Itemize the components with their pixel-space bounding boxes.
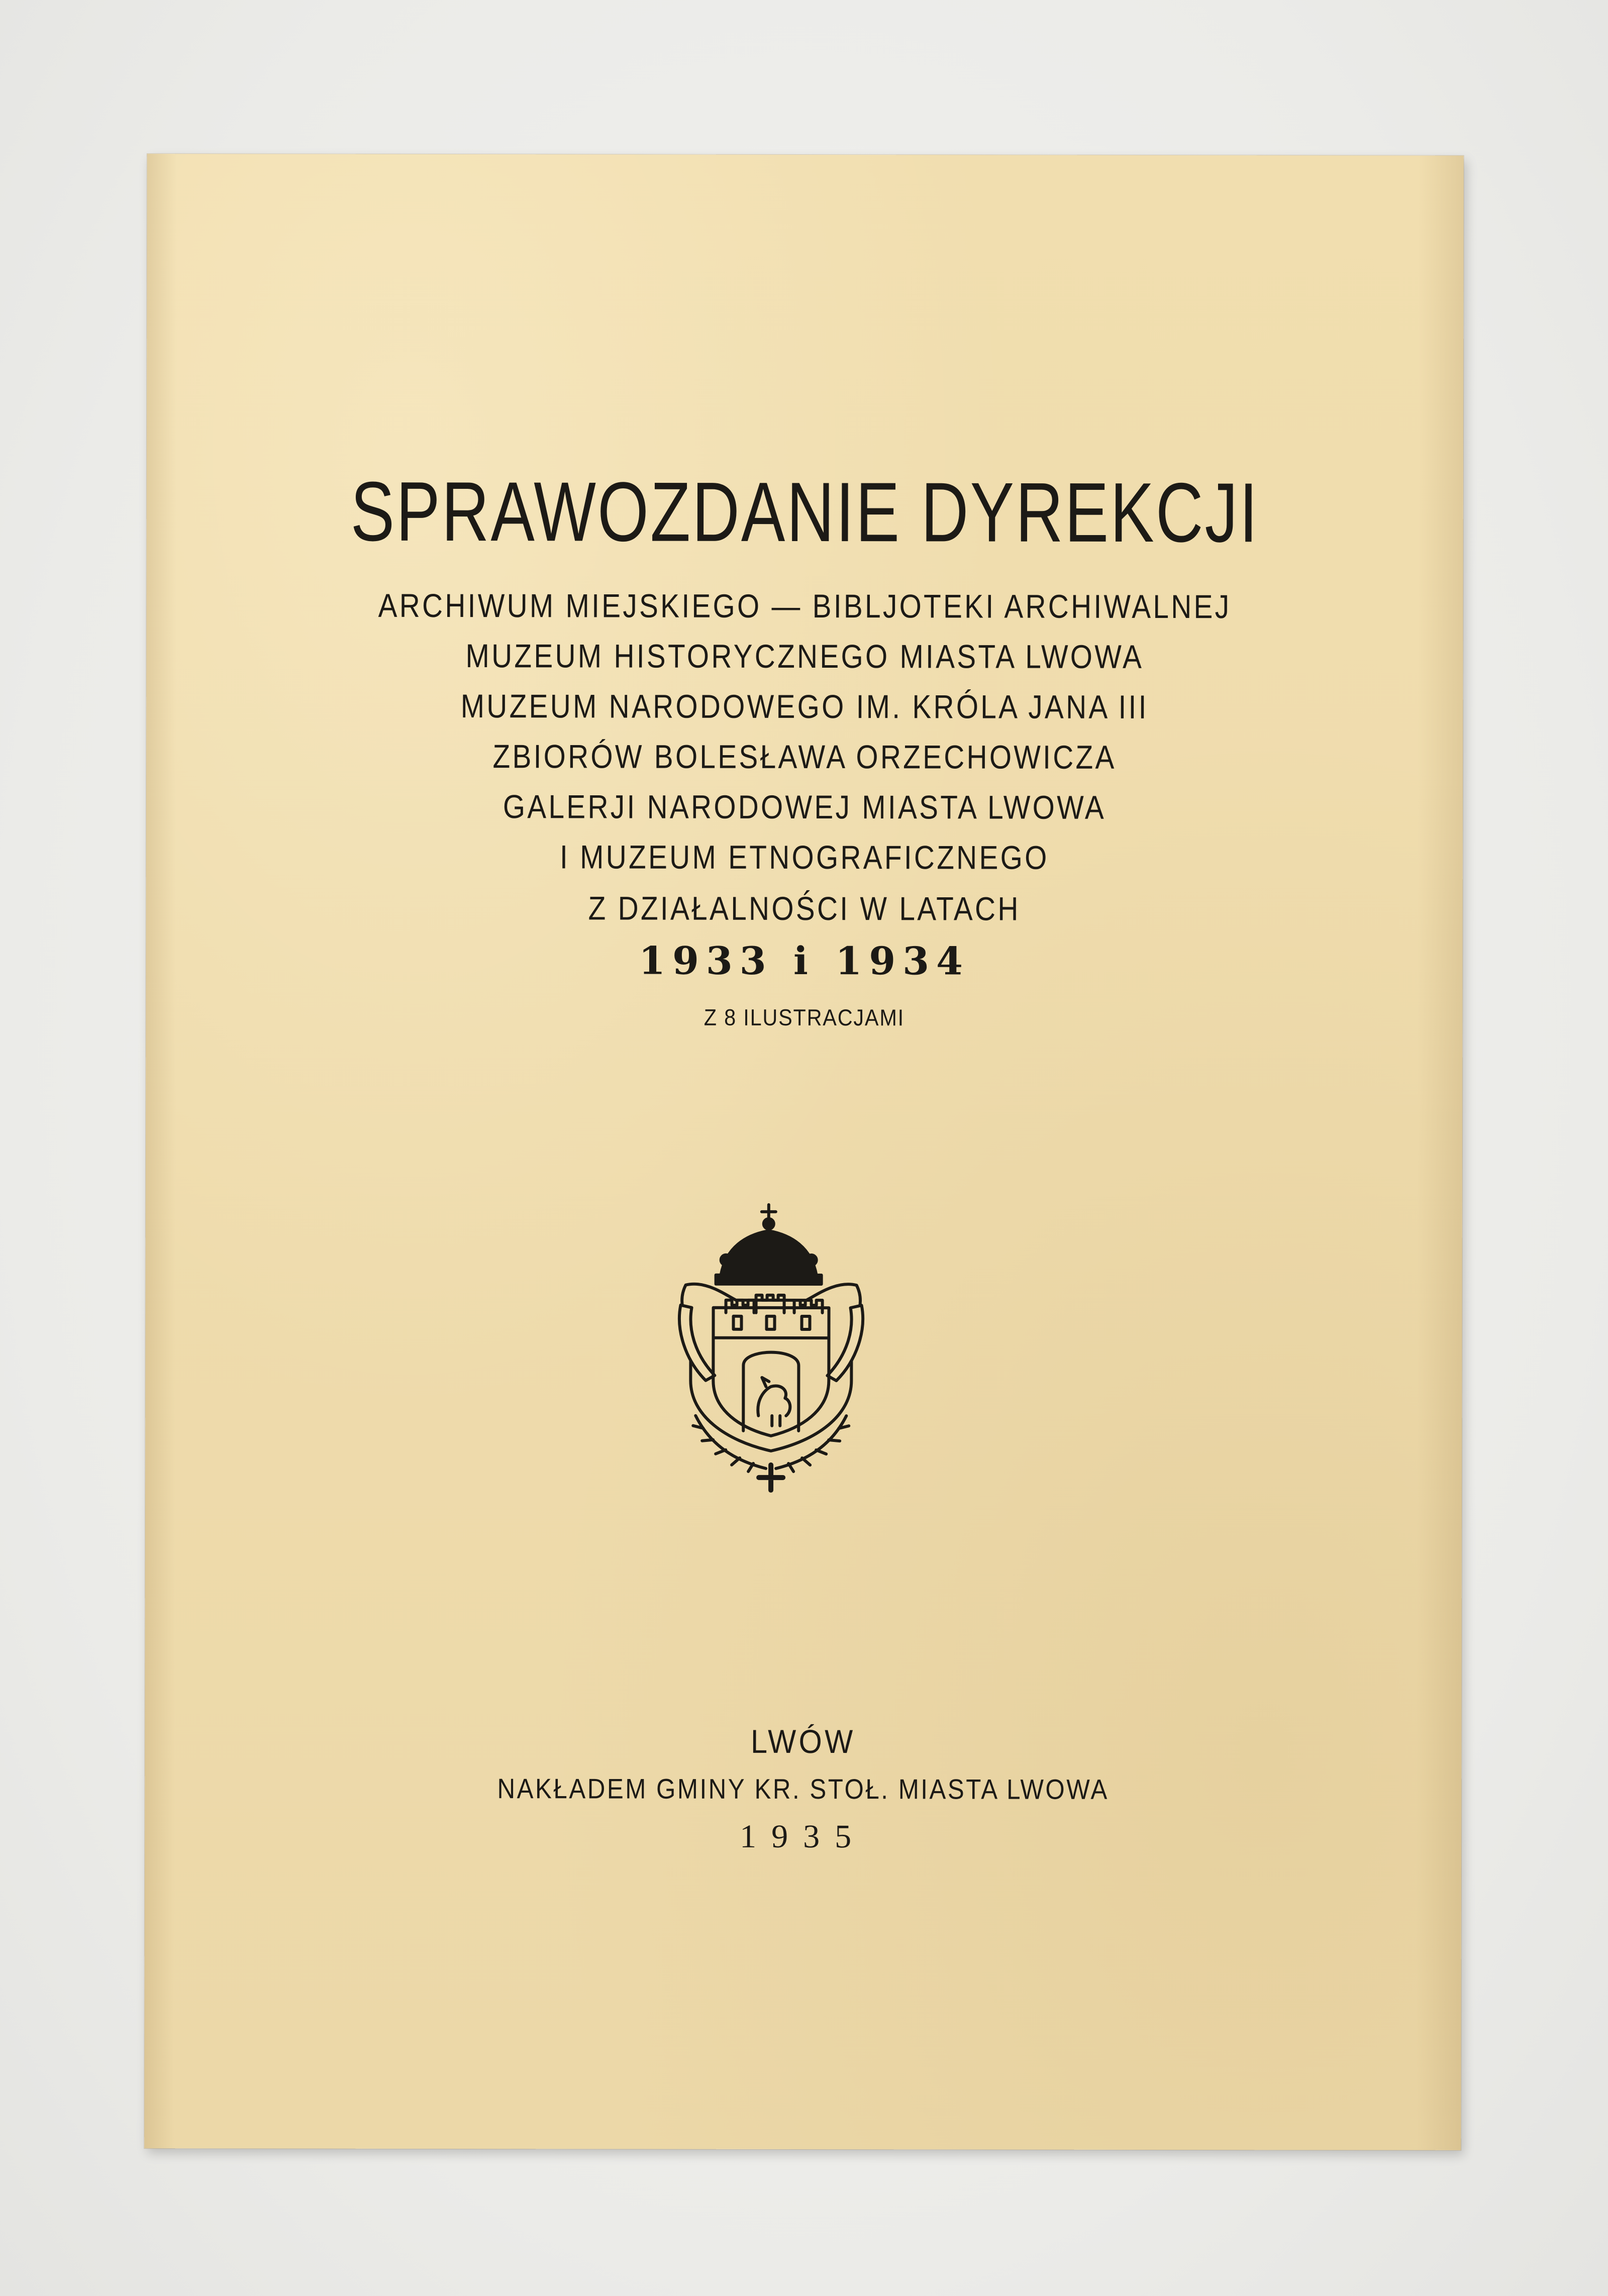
institution-line: MUZEUM HISTORYCZNEGO MIASTA LWOWA <box>465 637 1144 675</box>
imprint-publisher: NAKŁADEM GMINY KR. STOŁ. MIASTA LWOWA <box>497 1772 1109 1805</box>
institution-line: GALERJI NARODOWEJ MIASTA LWOWA <box>502 788 1107 826</box>
institution-line: ZBIORÓW BOLESŁAWA ORZECHOWICZA <box>492 738 1117 776</box>
booklet-cover <box>144 154 1464 2150</box>
cover-title: SPRAWOZDANIE DYREKCJI <box>350 464 1259 560</box>
lwow-coat-of-arms-icon <box>665 1200 877 1497</box>
institution-line: I MUZEUM ETNOGRAFICZNEGO <box>560 838 1049 876</box>
activity-years-intro: Z DZIAŁALNOŚCI W LATACH <box>588 889 1021 927</box>
institution-line: ARCHIWUM MIEJSKIEGO — BIBLJOTEKI ARCHIWALNEJ <box>378 586 1232 625</box>
imprint-place: LWÓW <box>751 1722 856 1760</box>
institution-line: MUZEUM NARODOWEGO IM. KRÓLA JANA III <box>460 687 1149 725</box>
imprint-year: 1935 <box>740 1818 867 1855</box>
illustrations-note: Z 8 ILUSTRACJAMI <box>703 1004 904 1031</box>
report-years: 1933 i 1934 <box>639 938 970 984</box>
